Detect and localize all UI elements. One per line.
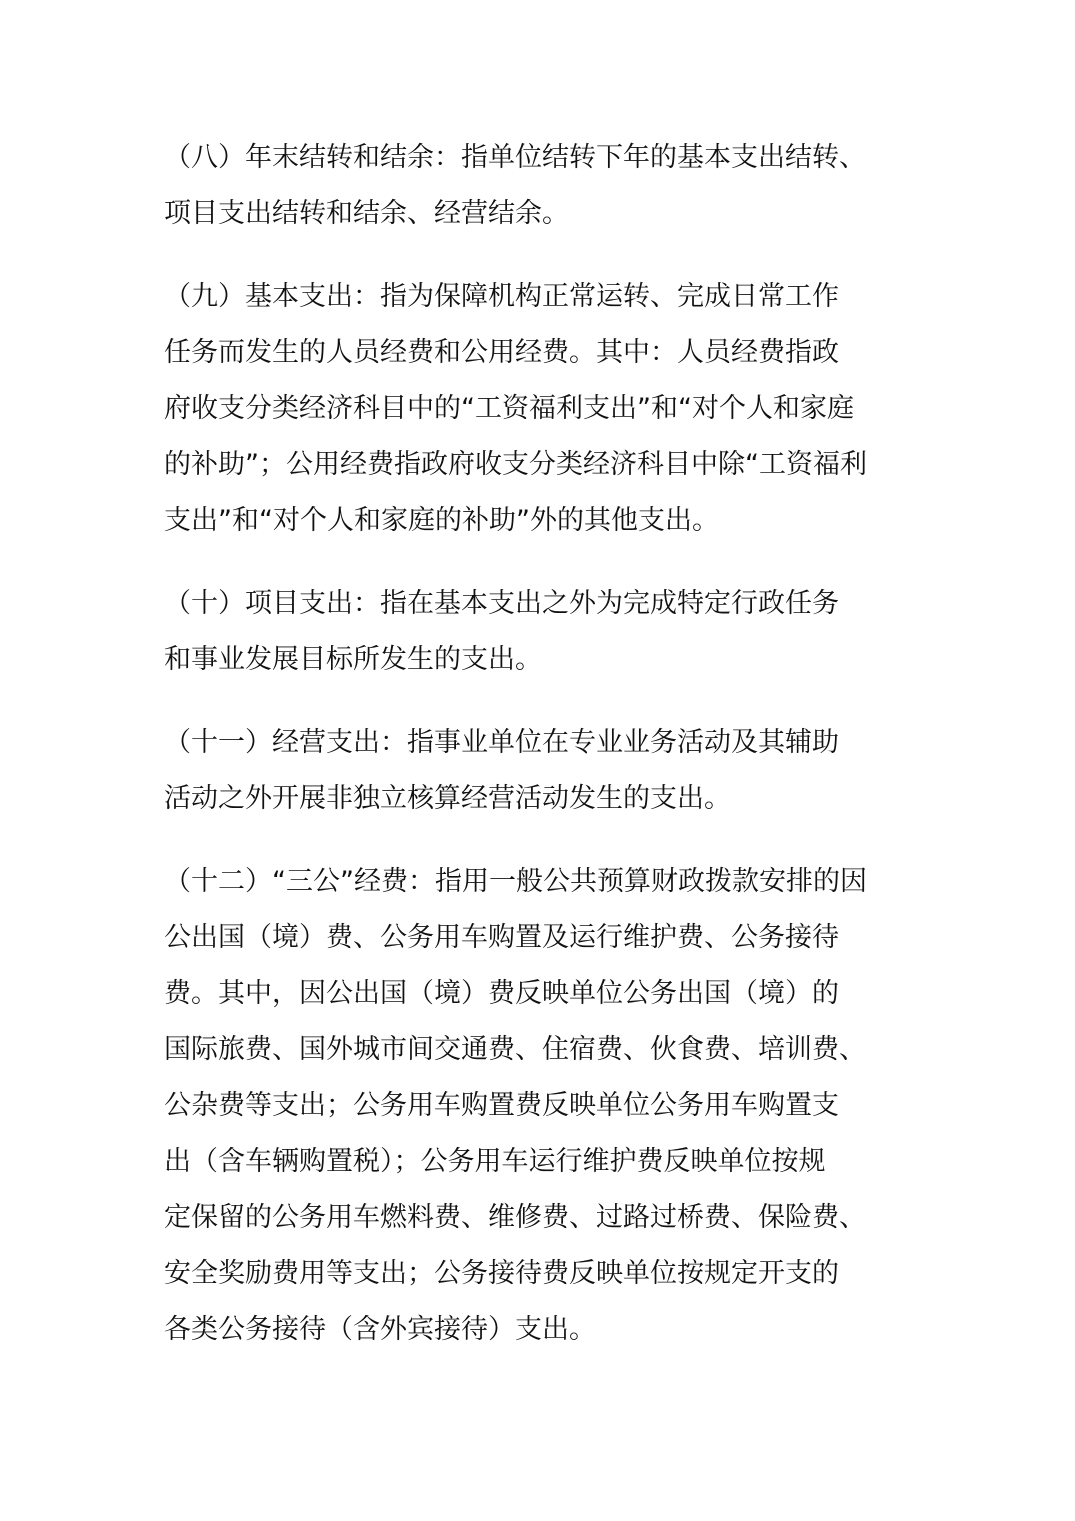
text-line: （九）基本支出：指为保障机构正常运转、完成日常工作 [164, 281, 839, 312]
text-line: （十二）“三公”经费：指用一般公共预算财政拨款安排的因 [164, 866, 867, 897]
text-line: 和事业发展目标所发生的支出。 [164, 644, 542, 675]
text-line: 各类公务接待（含外宾接待）支出。 [164, 1314, 596, 1345]
text-line: 公杂费等支出；公务用车购置费反映单位公务用车购置支 [164, 1090, 839, 1121]
text-line: 公出国（境）费、公务用车购置及运行维护费、公务接待 [164, 922, 839, 953]
paragraph-project-expenditure [164, 576, 914, 688]
text-line: 府收支分类经济科目中的“工资福利支出”和“对个人和家庭 [164, 393, 854, 424]
text-line: （八）年末结转和结余：指单位结转下年的基本支出结转、 [164, 142, 866, 173]
text-line: 任务而发生的人员经费和公用经费。其中：人员经费指政 [164, 337, 839, 368]
text-line: 定保留的公务用车燃料费、维修费、过路过桥费、保险费、 [164, 1202, 866, 1233]
text-line: （十）项目支出：指在基本支出之外为完成特定行政任务 [164, 588, 839, 619]
text-line: 国际旅费、国外城市间交通费、住宿费、伙食费、培训费、 [164, 1034, 866, 1065]
text-line: 费。其中，因公出国（境）费反映单位公务出国（境）的 [164, 978, 839, 1009]
text-line: 支出”和“对个人和家庭的补助”外的其他支出。 [164, 505, 719, 536]
text-line: 的补助”；公用经费指政府收支分类经济科目中除“工资福利 [164, 449, 867, 480]
text-line: （十一）经营支出：指事业单位在专业业务活动及其辅助 [164, 727, 839, 758]
paragraph-year-end-balance [164, 130, 914, 242]
text-line: 项目支出结转和结余、经营结余。 [164, 198, 569, 229]
paragraph-operating-expenditure [164, 715, 914, 827]
paragraph-basic-expenditure [164, 269, 914, 549]
text-line: 出（含车辆购置税）；公务用车运行维护费反映单位按规 [164, 1146, 826, 1177]
text-line: 安全奖励费用等支出；公务接待费反映单位按规定开支的 [164, 1258, 839, 1289]
text-line: 活动之外开展非独立核算经营活动发生的支出。 [164, 783, 731, 814]
document-body [164, 130, 914, 1385]
paragraph-three-public-expenses [164, 854, 914, 1358]
